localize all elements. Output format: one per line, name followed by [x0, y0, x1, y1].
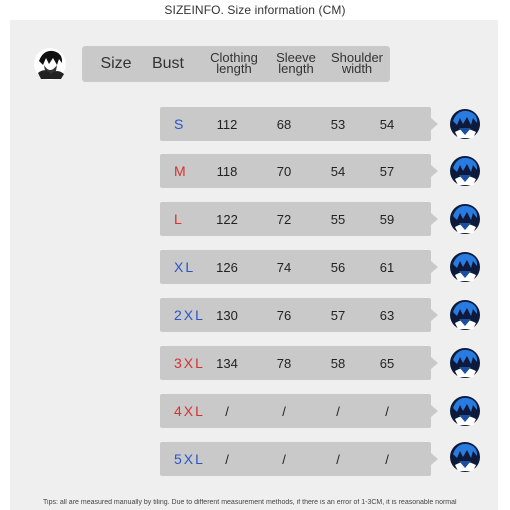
size-row — [160, 154, 431, 188]
header-shoulder-width: Shoulder width — [330, 50, 384, 76]
blue-hair-character-icon — [449, 347, 481, 379]
size-label: 4XL — [174, 403, 205, 419]
sleeve-length-value: 58 — [330, 356, 346, 371]
clothing-length-value: 74 — [276, 260, 292, 275]
bust-value: 126 — [216, 260, 238, 275]
blue-hair-character-icon — [449, 251, 481, 283]
clothing-length-value: 68 — [276, 117, 292, 132]
size-label: 3XL — [174, 355, 205, 371]
bust-value: 122 — [216, 212, 238, 227]
anime-character-avatar-icon — [33, 47, 67, 81]
size-row — [160, 394, 431, 428]
sleeve-length-value: / — [336, 452, 340, 467]
shoulder-width-value: 59 — [379, 212, 395, 227]
shoulder-width-value: 61 — [379, 260, 395, 275]
shoulder-width-value: / — [385, 404, 389, 419]
blue-hair-character-icon — [449, 299, 481, 331]
clothing-length-value: 70 — [276, 164, 292, 179]
sleeve-length-value: / — [336, 404, 340, 419]
clothing-length-value: 78 — [276, 356, 292, 371]
row-pointer — [431, 405, 438, 417]
shoulder-width-value: 57 — [379, 164, 395, 179]
bust-value: / — [225, 404, 229, 419]
bust-value: 130 — [216, 308, 238, 323]
size-table-header — [82, 46, 390, 82]
blue-hair-character-icon — [449, 108, 481, 140]
size-label: XL — [174, 259, 196, 275]
bust-value: / — [225, 452, 229, 467]
header-clothing-length: Clothing length — [210, 50, 258, 76]
size-row — [160, 107, 431, 141]
size-label: L — [174, 211, 184, 227]
shoulder-width-value: 65 — [379, 356, 395, 371]
bust-value: 112 — [216, 117, 238, 132]
clothing-length-value: 76 — [276, 308, 292, 323]
size-row — [160, 298, 431, 332]
sleeve-length-value: 57 — [330, 308, 346, 323]
sleeve-length-value: 53 — [330, 117, 346, 132]
shoulder-width-value: 54 — [379, 117, 395, 132]
row-pointer — [431, 261, 438, 273]
row-pointer — [431, 309, 438, 321]
blue-hair-character-icon — [449, 441, 481, 473]
size-label: 2XL — [174, 307, 205, 323]
blue-hair-character-icon — [449, 203, 481, 235]
blue-hair-character-icon — [449, 155, 481, 187]
page-title: SIZEINFO. Size information (CM) — [164, 3, 346, 17]
shoulder-width-value: / — [385, 452, 389, 467]
bust-value: 118 — [216, 164, 238, 179]
size-row — [160, 202, 431, 236]
row-pointer — [431, 453, 438, 465]
shoulder-width-value: 63 — [379, 308, 395, 323]
size-row — [160, 346, 431, 380]
sleeve-length-value: 54 — [330, 164, 346, 179]
row-pointer — [431, 118, 438, 130]
header-sleeve-length: Sleeve length — [276, 50, 316, 76]
clothing-length-value: / — [282, 404, 286, 419]
measurement-tips: Tips: all are measured manually by tiling. Due to different measurement methods, if there is an error of 1-3CM, it is reasonable normal — [43, 499, 457, 506]
blue-hair-character-icon — [449, 395, 481, 427]
header-bust: Bust — [151, 55, 184, 72]
size-label: 5XL — [174, 451, 205, 467]
size-row — [160, 250, 431, 284]
size-label: S — [174, 116, 186, 132]
clothing-length-value: 72 — [276, 212, 292, 227]
sleeve-length-value: 55 — [330, 212, 346, 227]
row-pointer — [431, 213, 438, 225]
row-pointer — [431, 165, 438, 177]
size-row — [160, 442, 431, 476]
row-pointer — [431, 357, 438, 369]
clothing-length-value: / — [282, 452, 286, 467]
size-label: M — [174, 163, 188, 179]
header-size: Size — [100, 55, 132, 72]
bust-value: 134 — [216, 356, 238, 371]
sleeve-length-value: 56 — [330, 260, 346, 275]
